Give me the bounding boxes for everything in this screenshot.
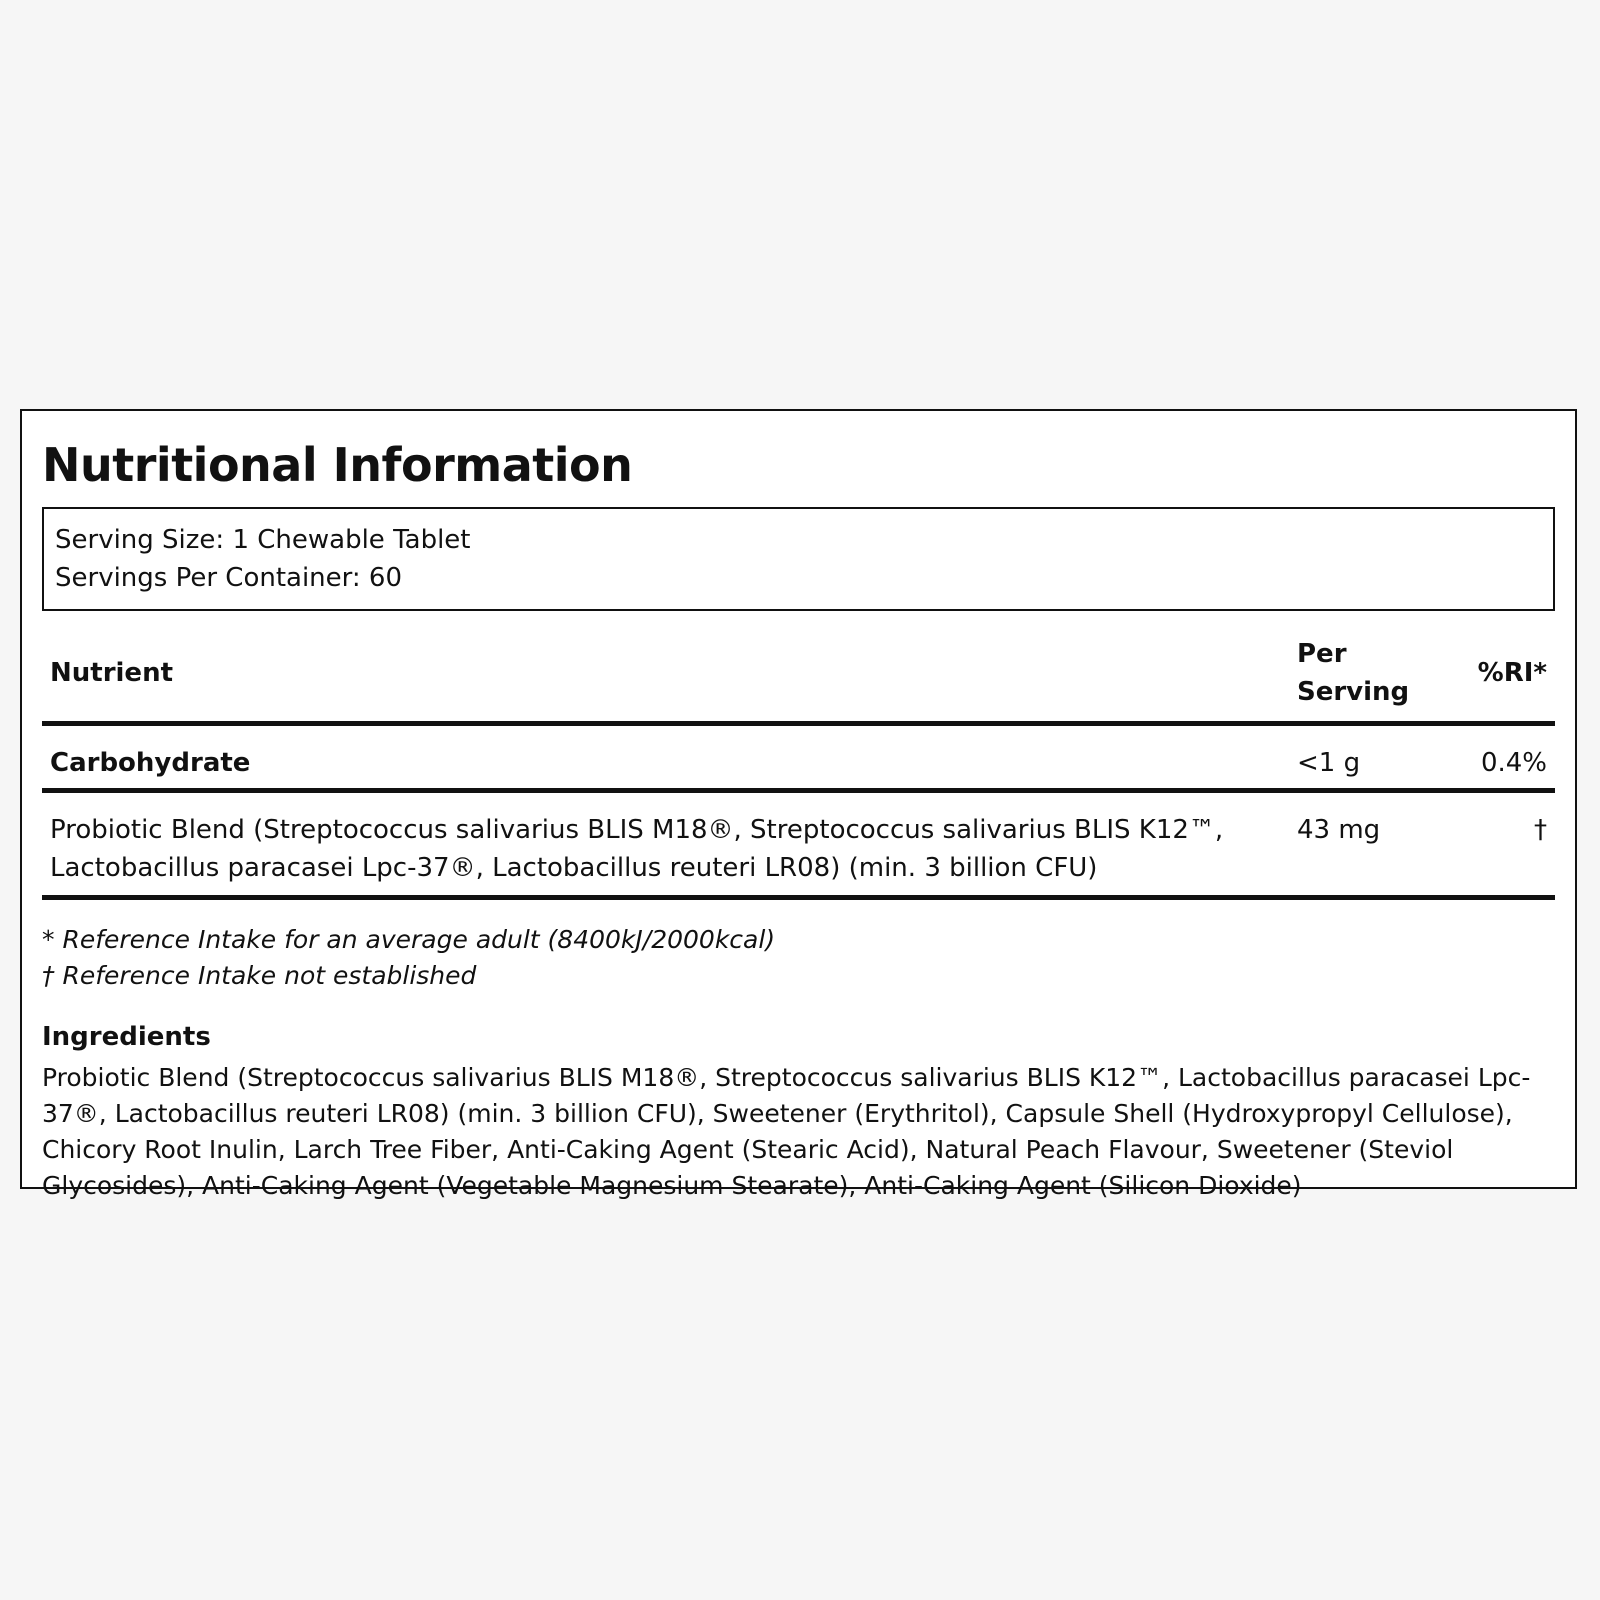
footnote-ri: * Reference Intake for an average adult (8400kJ/2000kcal) bbox=[42, 925, 776, 954]
ri-value: † bbox=[1465, 791, 1555, 898]
serving-size: Serving Size: 1 Chewable Tablet bbox=[55, 525, 471, 555]
header-per-serving: Per Serving bbox=[1289, 635, 1465, 724]
servings-per-container: Servings Per Container: 60 bbox=[55, 563, 403, 593]
nutrition-panel bbox=[20, 409, 1577, 1200]
table-header-row bbox=[42, 635, 1555, 724]
footnote-not-established: † Reference Intake not established bbox=[42, 961, 477, 990]
per-serving-value: 43 mg bbox=[1289, 791, 1465, 898]
nutrient-name: Carbohydrate bbox=[42, 724, 1289, 791]
panel-title: Nutritional Information bbox=[42, 438, 633, 492]
ingredients-heading: Ingredients bbox=[42, 1022, 211, 1052]
per-serving-value: <1 g bbox=[1289, 724, 1465, 791]
ri-value: 0.4% bbox=[1465, 724, 1555, 791]
table-row bbox=[42, 791, 1555, 898]
nutrient-table bbox=[42, 635, 1555, 900]
header-nutrient: Nutrient bbox=[42, 635, 1289, 724]
header-ri: %RI* bbox=[1465, 635, 1555, 724]
serving-info-box bbox=[42, 507, 1555, 611]
footnotes bbox=[42, 922, 1555, 994]
nutrient-name: Probiotic Blend (Streptococcus salivarius BLIS M18®, Streptococcus salivarius BLIS K12™, Lactobacillus paracasei Lpc-37®, Lactobacillus reuteri LR08) (min. 3 billion CFU) bbox=[42, 791, 1289, 898]
table-row bbox=[42, 724, 1555, 791]
ingredients-text: Probiotic Blend (Streptococcus salivarius BLIS M18®, Streptococcus salivarius BLIS K12™, Lactobacillus paracasei Lpc-37®, Lactobacillus reuteri LR08) (min. 3 billion CFU), Sweetener (Erythritol), Capsule Shell (Hydroxypropyl Cellulose), Chicory Root Inulin, Larch Tree Fiber, Anti-Caking Agent (Stearic Acid), Natural Peach Flavour, Sweetener (Steviol Glycosides), Anti-Caking Agent (Vegetable Magnesium Stearate), Anti-Caking Agent (Silicon Dioxide) bbox=[42, 1063, 1531, 1200]
